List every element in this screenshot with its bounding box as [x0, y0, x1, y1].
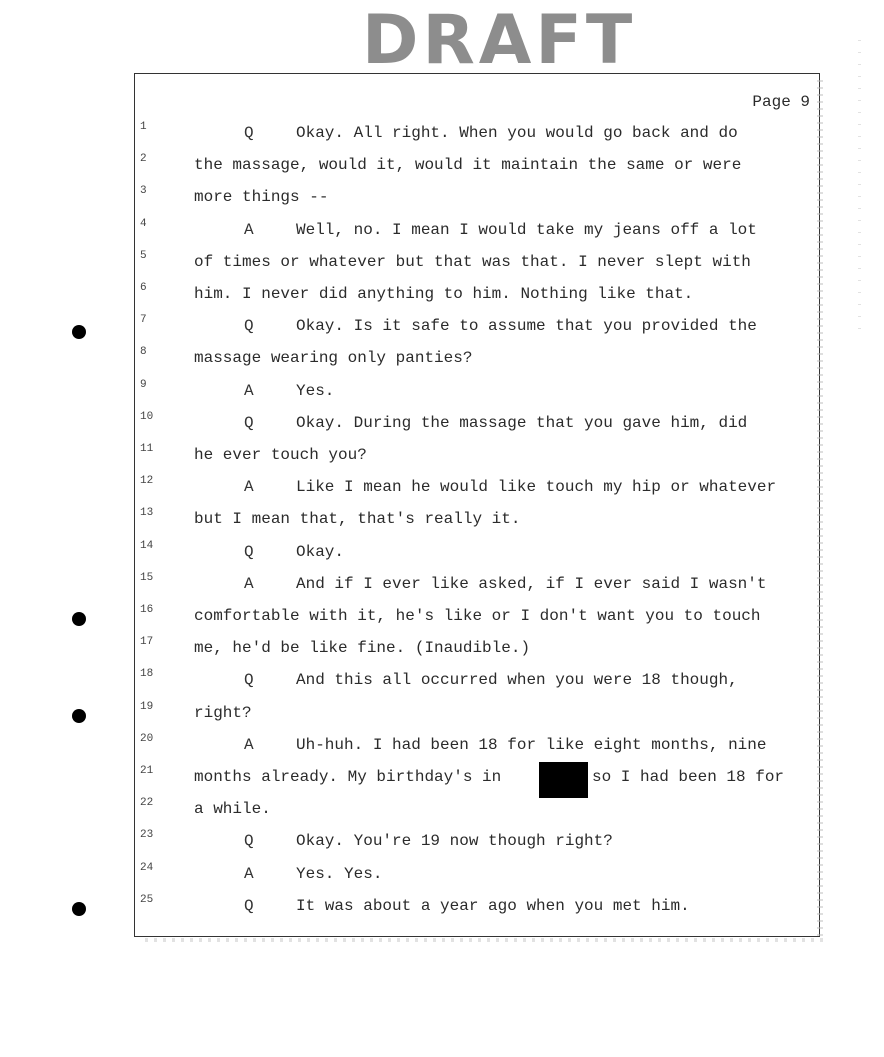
line-text: Okay. [296, 542, 345, 561]
line-number: 6 [140, 282, 147, 294]
speaker-label: A [244, 864, 254, 883]
transcript-line [0, 152, 884, 184]
transcript-line [0, 700, 884, 732]
line-number: 19 [140, 700, 154, 713]
line-text-continued: so I had been 18 for [592, 768, 785, 786]
line-number: 25 [140, 893, 154, 906]
line-text: Uh-huh. I had been 18 for like eight months, nine [296, 735, 767, 754]
line-text: Okay. All right. When you would go back and do [296, 124, 738, 142]
transcript-line [0, 217, 884, 249]
speaker-label: Q [244, 124, 254, 142]
transcript-line [0, 861, 884, 893]
speaker-label: Q [244, 317, 254, 336]
line-number: 9 [140, 378, 147, 391]
transcript-line [0, 184, 884, 216]
transcript-line [0, 506, 884, 538]
line-number: 20 [140, 732, 154, 745]
transcript-line [0, 635, 884, 667]
line-text: more things -- [194, 188, 329, 207]
speaker-label: Q [244, 832, 254, 851]
line-text: but I mean that, that's really it. [194, 510, 521, 529]
line-text: of times or whatever but that was that. I never slept with [194, 252, 751, 271]
line-number: 8 [140, 346, 147, 359]
line-text: Well, no. I mean I would take my jeans off a lot [296, 220, 757, 239]
transcript-line [0, 828, 884, 860]
transcript-line [0, 313, 884, 345]
redaction-box [539, 762, 588, 798]
line-number: 1 [140, 121, 147, 133]
punch-hole [72, 325, 86, 339]
line-text: the massage, would it, would it maintain the same or were [194, 156, 742, 175]
line-number: 7 [140, 314, 147, 327]
line-number: 5 [140, 249, 147, 262]
line-number: 16 [140, 604, 154, 616]
transcript-line [0, 378, 884, 410]
speaker-label: A [244, 478, 254, 497]
line-number: 10 [140, 410, 154, 423]
line-text: comfortable with it, he's like or I don't want you to touch [194, 607, 761, 625]
punch-hole [72, 612, 86, 626]
punch-hole [72, 902, 86, 916]
line-number: 24 [140, 861, 154, 874]
draft-stamp: DRAFT [362, 1, 637, 80]
page-number: Page 9 [752, 93, 810, 111]
speaker-label: Q [244, 896, 254, 915]
line-text: months already. My birthday's in [194, 768, 502, 786]
transcript-line [0, 539, 884, 571]
speaker-label: A [244, 574, 254, 593]
speaker-label: A [244, 220, 254, 239]
line-text: he ever touch you? [194, 446, 367, 464]
line-text: Okay. You're 19 now though right? [296, 832, 613, 851]
transcript-line [0, 571, 884, 603]
speaker-label: A [244, 735, 254, 754]
line-number: 14 [140, 539, 154, 552]
transcript-line [0, 893, 884, 925]
line-number: 2 [140, 153, 147, 166]
transcript-line [0, 249, 884, 281]
line-number: 4 [140, 217, 147, 230]
line-text: And this all occurred when you were 18 though, [296, 671, 738, 690]
line-number: 13 [140, 507, 154, 520]
transcript-line [0, 603, 884, 635]
line-text: Yes. [296, 381, 335, 400]
line-number: 21 [140, 765, 154, 777]
line-number: 3 [140, 185, 147, 198]
transcript-line [0, 281, 884, 313]
line-text: It was about a year ago when you met him. [296, 896, 690, 915]
transcript-line [0, 120, 884, 152]
line-number: 22 [140, 797, 154, 810]
transcript-line [0, 667, 884, 699]
line-number: 15 [140, 571, 154, 584]
line-number: 12 [140, 475, 154, 488]
transcript-line [0, 442, 884, 474]
transcript-line [0, 796, 884, 828]
transcript-line [0, 764, 884, 796]
line-text: right? [194, 703, 252, 722]
speaker-label: A [244, 381, 254, 400]
transcript-line [0, 345, 884, 377]
line-text: him. I never did anything to him. Nothing like that. [194, 285, 694, 303]
punch-hole [72, 709, 86, 723]
line-text: Like I mean he would like touch my hip or whatever [296, 478, 777, 497]
line-number: 23 [140, 829, 154, 842]
line-text: massage wearing only panties? [194, 349, 473, 368]
speaker-label: Q [244, 413, 254, 432]
line-text: Yes. Yes. [296, 864, 383, 883]
line-number: 17 [140, 636, 154, 649]
line-number: 18 [140, 668, 154, 681]
transcript-line [0, 732, 884, 764]
transcript-line [0, 410, 884, 442]
line-number: 11 [140, 443, 154, 455]
scan-bottom-artifact [145, 938, 825, 942]
line-text: me, he'd be like fine. (Inaudible.) [194, 639, 531, 658]
speaker-label: Q [244, 542, 254, 561]
line-text: Okay. Is it safe to assume that you provided the [296, 317, 757, 336]
line-text: a while. [194, 800, 271, 819]
line-text: Okay. During the massage that you gave him, did [296, 413, 748, 432]
transcript-line [0, 474, 884, 506]
line-text: And if I ever like asked, if I ever said I wasn't [296, 574, 767, 593]
speaker-label: Q [244, 671, 254, 690]
